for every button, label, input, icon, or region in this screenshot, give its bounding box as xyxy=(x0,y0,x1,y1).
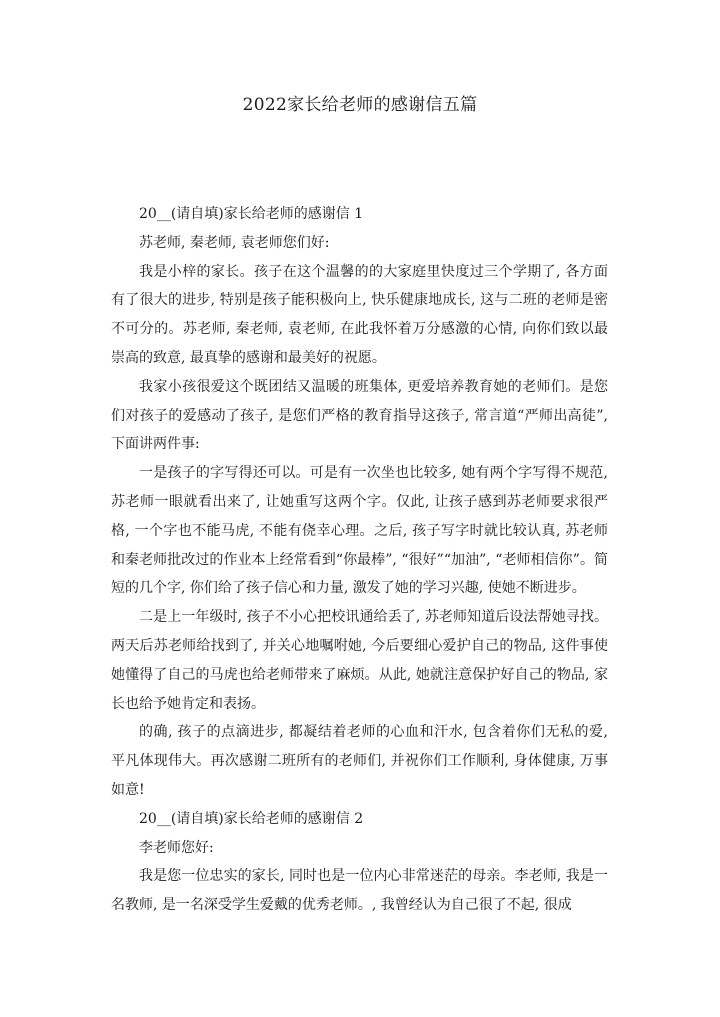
letter-2-heading: 20__(请自填)家长给老师的感谢信 2 xyxy=(139,810,364,827)
body-paragraph: 我是您一位忠实的家长, 同时也是一位内心非常迷茫的母亲。李老师, 我是一名教师, 是一名深受学生爱戴的优秀老师。, 我曾经认为自己很了不起, 很成 xyxy=(111,868,608,914)
letter-1-heading: 20__(请自填)家长给老师的感谢信 1 xyxy=(139,206,364,222)
body-paragraph: 二是上一年级时, 孩子不小心把校讯通给丢了, 苏老师知道后设法帮她寻找。两天后苏老师给找到了, 并关心地嘱咐她, 今后要细心爱护自己的物品, 这件事使她懂得了自己的马虎也给老师带来了麻烦。从此, 她就注意保护好自己的物品, 家长也给予她肯定和表扬。 xyxy=(111,609,608,712)
body-paragraph: 一是孩子的字写得还可以。可是有一次坐也比较多, 她有两个字写得不规范, 苏老师一眼就看出来了, 让她重写这两个字。仅此, 让孩子感到苏老师要求很严格, 一个字也不能马虎, 不能有侥幸心理。之后, 孩子写字时就比较认真, 苏老师和秦老师批改过的作业本上经常看到“你最棒”, “很好”“加油”, “老师相信你”。简短的几个字, 你们给了孩子信心和力量, 激发了她的学习兴趣, 使她不断进步。 xyxy=(111,465,608,597)
body-paragraph: 我家小孩很爱这个既团结又温暖的班集体, 更爱培养教育她的老师们。是您们对孩子的爱感动了孩子, 是您们严格的教育指导这孩子, 常言道“严师出高徒”, 下面讲两件事: xyxy=(111,378,608,453)
document-title: 2022家长给老师的感谢信五篇 xyxy=(242,95,478,115)
body-paragraph: 的确, 孩子的点滴进步, 都凝结着老师的心血和汗水, 包含着你们无私的爱, 平凡体现伟大。再次感谢二班所有的老师们, 并祝你们工作顺利, 身体健康, 万事如意! xyxy=(111,724,608,798)
body-paragraph: 我是小梓的家长。孩子在这个温馨的的大家庭里快度过三个学期了, 各方面有了很大的进步, 特别是孩子能积极向上, 快乐健康地成长, 这与二班的老师是密不可分的。苏老师, 秦老师, 袁老师, 在此我怀着万分感激的心情, 向你们致以最崇高的致意, 最真挚的感谢和最美好的祝愿。 xyxy=(111,263,608,366)
document-body xyxy=(111,200,608,920)
letter-2-salutation: 李老师您好: xyxy=(139,839,214,856)
letter-1-salutation: 苏老师, 秦老师, 袁老师您们好: xyxy=(139,234,330,251)
